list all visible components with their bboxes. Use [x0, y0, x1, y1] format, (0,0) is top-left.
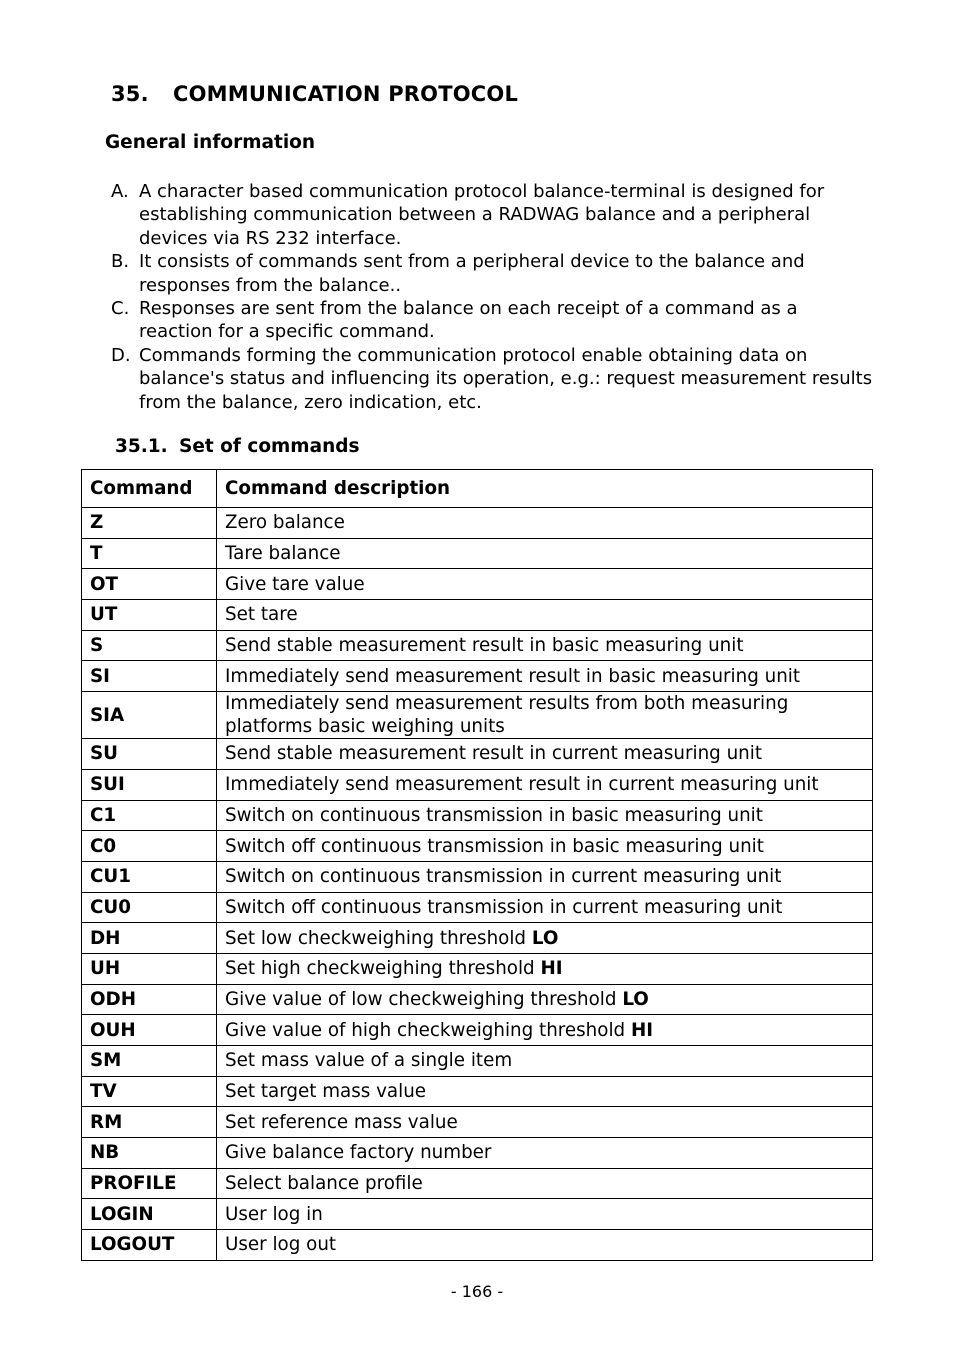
description-cell	[217, 831, 873, 862]
description-text: Immediately send measurement result in current measuring unit	[225, 774, 819, 796]
description-text: Immediately send measurement results from both measuring platforms basic weighing units	[225, 693, 789, 738]
table-row	[82, 630, 873, 661]
table-row	[82, 861, 873, 892]
command-cell: CU1	[82, 861, 217, 892]
description-text: Give value of low checkweighing threshold	[225, 988, 623, 1010]
description-cell	[217, 1107, 873, 1138]
threshold-label: HI	[540, 958, 563, 980]
command-cell: LOGIN	[82, 1199, 217, 1230]
command-cell: UH	[82, 953, 217, 984]
subsection-title: Set of commands	[179, 436, 360, 457]
description-cell	[217, 569, 873, 600]
table-row	[82, 1076, 873, 1107]
commands-table	[81, 469, 873, 1261]
description-text: Zero balance	[225, 512, 345, 534]
command-cell: OT	[82, 569, 217, 600]
threshold-label: LO	[622, 988, 649, 1010]
description-text: Switch on continuous transmission in current measuring unit	[225, 866, 782, 888]
description-text: Switch on continuous transmission in basic measuring unit	[225, 804, 763, 826]
description-text: Give balance factory number	[225, 1142, 492, 1164]
description-text: Send stable measurement result in basic measuring unit	[225, 635, 744, 657]
list-item-text: It consists of commands sent from a peripheral device to the balance and responses from the balance..	[139, 251, 805, 296]
command-cell: C1	[82, 800, 217, 831]
command-cell: T	[82, 538, 217, 569]
table-row	[82, 923, 873, 954]
table-row	[82, 739, 873, 770]
list-item-text: Responses are sent from the balance on each receipt of a command as a reaction for a specific command.	[139, 298, 798, 343]
list-item	[111, 250, 876, 297]
description-text: Immediately send measurement result in basic measuring unit	[225, 665, 801, 687]
description-cell	[217, 1046, 873, 1077]
table-row	[82, 953, 873, 984]
table-row	[82, 538, 873, 569]
description-text: Send stable measurement result in current measuring unit	[225, 743, 762, 765]
list-marker: C.	[111, 298, 130, 320]
command-cell: S	[82, 630, 217, 661]
description-cell	[217, 508, 873, 539]
table-row	[82, 508, 873, 539]
command-cell: OUH	[82, 1015, 217, 1046]
subsection-number: 35.1.	[115, 436, 168, 457]
command-cell: RM	[82, 1107, 217, 1138]
list-item-text: A character based communication protocol balance-terminal is designed for establishing communication between a RADWAG balance and a peripheral devices via RS 232 interface.	[139, 181, 825, 249]
section-title: COMMUNICATION PROTOCOL	[173, 82, 519, 106]
table-row	[82, 1046, 873, 1077]
table-row	[82, 769, 873, 800]
command-cell: SIA	[82, 692, 217, 739]
description-cell	[217, 1015, 873, 1046]
description-cell	[217, 1138, 873, 1169]
table-row	[82, 1138, 873, 1169]
section-heading	[111, 82, 518, 106]
command-cell: SI	[82, 661, 217, 692]
description-text: Set high checkweighing threshold	[225, 958, 541, 980]
general-information-list	[111, 180, 876, 414]
description-cell	[217, 769, 873, 800]
column-header-command: Command	[82, 470, 217, 508]
description-text: User log in	[225, 1203, 323, 1225]
description-text: Set reference mass value	[225, 1111, 458, 1133]
column-header-description: Command description	[217, 470, 873, 508]
section-number: 35.	[111, 82, 149, 106]
description-cell	[217, 923, 873, 954]
command-cell: CU0	[82, 892, 217, 923]
list-item	[111, 180, 876, 250]
list-marker: B.	[111, 251, 130, 273]
description-cell	[217, 984, 873, 1015]
description-cell	[217, 600, 873, 631]
description-text: Tare balance	[225, 543, 341, 565]
description-text: Give tare value	[225, 573, 365, 595]
table-row	[82, 892, 873, 923]
subsection-heading	[115, 436, 360, 457]
command-cell: C0	[82, 831, 217, 862]
table-row	[82, 661, 873, 692]
description-text: User log out	[225, 1234, 337, 1256]
description-text: Select balance profile	[225, 1173, 423, 1195]
description-cell	[217, 661, 873, 692]
description-text: Give value of high checkweighing threshold	[225, 1019, 631, 1041]
command-cell: SUI	[82, 769, 217, 800]
description-text: Set low checkweighing threshold	[225, 927, 532, 949]
description-cell	[217, 1076, 873, 1107]
table-row	[82, 831, 873, 862]
description-cell	[217, 800, 873, 831]
table-row	[82, 600, 873, 631]
description-cell	[217, 692, 873, 739]
threshold-label: HI	[630, 1019, 654, 1041]
list-marker: A.	[111, 181, 129, 202]
command-cell: DH	[82, 923, 217, 954]
list-item-text: Commands forming the communication protocol enable obtaining data on balance's status and influencing its operation, e.g.: request measurement results from the balance, zero indication, etc.	[139, 344, 873, 413]
description-cell	[217, 1230, 873, 1261]
command-cell: NB	[82, 1138, 217, 1169]
description-cell	[217, 739, 873, 770]
table-row	[82, 800, 873, 831]
description-cell	[217, 892, 873, 923]
description-text: Set mass value of a single item	[225, 1050, 513, 1072]
table-header-row	[82, 470, 873, 508]
table-row	[82, 984, 873, 1015]
command-cell: ODH	[82, 984, 217, 1015]
general-information-heading: General information	[105, 132, 316, 153]
table-row	[82, 1230, 873, 1261]
list-item	[111, 344, 876, 414]
description-text: Set tare	[225, 604, 298, 626]
command-cell: TV	[82, 1076, 217, 1107]
description-cell	[217, 630, 873, 661]
table-row	[82, 1015, 873, 1046]
description-cell	[217, 1168, 873, 1199]
command-cell: Z	[82, 508, 217, 539]
page-number: - 166 -	[450, 1282, 504, 1301]
table-row	[82, 1199, 873, 1230]
command-cell: SM	[82, 1046, 217, 1077]
description-text: Switch off continuous transmission in basic measuring unit	[225, 835, 764, 857]
table-row	[82, 569, 873, 600]
commands-table-body	[82, 508, 873, 1261]
list-item	[111, 297, 876, 344]
command-cell: LOGOUT	[82, 1230, 217, 1261]
threshold-label: LO	[531, 927, 559, 949]
command-cell: PROFILE	[82, 1168, 217, 1199]
description-cell	[217, 861, 873, 892]
table-row	[82, 692, 873, 739]
description-text: Set target mass value	[225, 1081, 427, 1103]
command-cell: UT	[82, 600, 217, 631]
table-row	[82, 1107, 873, 1138]
description-cell	[217, 538, 873, 569]
list-marker: D.	[111, 344, 131, 366]
table-row	[82, 1168, 873, 1199]
description-text: Switch off continuous transmission in current measuring unit	[225, 896, 783, 918]
description-cell	[217, 1199, 873, 1230]
description-cell	[217, 953, 873, 984]
command-cell: SU	[82, 739, 217, 770]
